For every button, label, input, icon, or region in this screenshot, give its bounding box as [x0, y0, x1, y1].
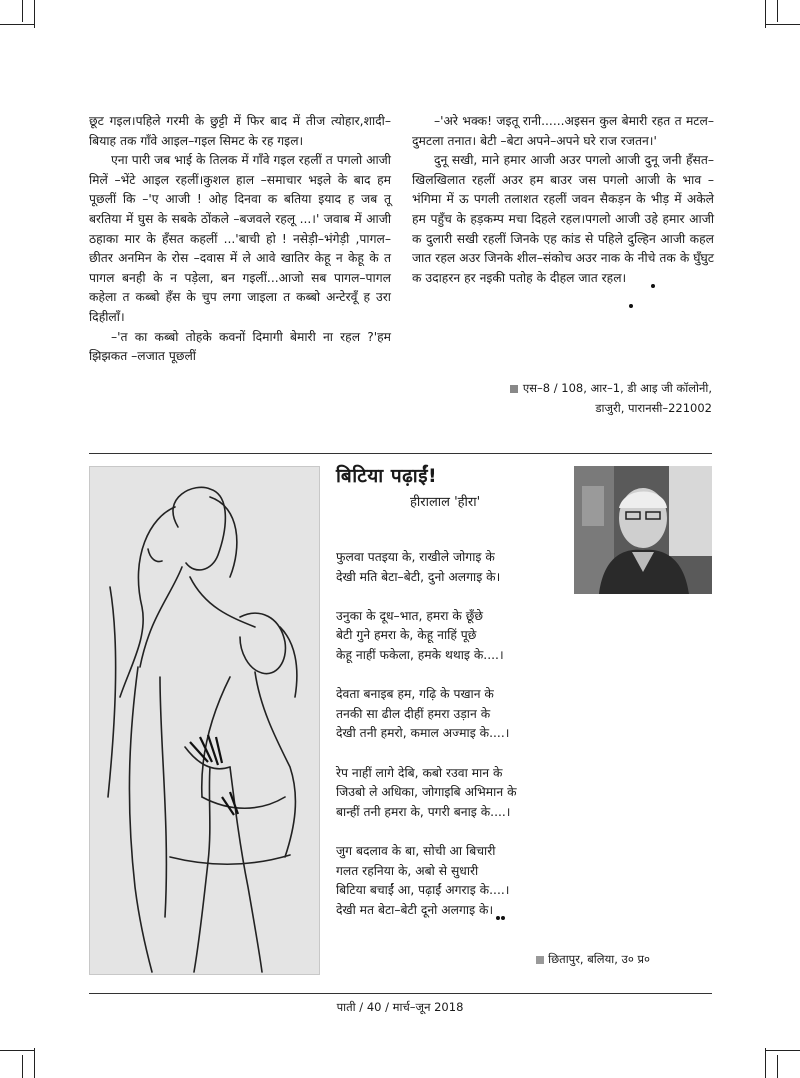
poem-line: रेप नाहीं लागे देबि, कबो रउवा मान के [336, 765, 503, 780]
bullet-square-icon [510, 385, 518, 393]
article-paragraph [412, 151, 714, 288]
poem-line: फुलवा पतइया के, राखीले जोगाइ के [336, 550, 495, 564]
poem-stanza [336, 764, 568, 823]
poem-line: केहू नाहीं फकेला, हमके थथाइ के....। [336, 647, 504, 662]
poem-body [336, 548, 568, 940]
author-address [510, 378, 712, 418]
page-footer: पाती / 40 / मार्च–जून 2018 [336, 1000, 464, 1014]
poem-line: तनकी सा ढील दीहीं हमरा उड़ान के [336, 706, 491, 721]
article-right-column [412, 112, 714, 288]
mother-daughter-sketch [89, 466, 320, 975]
end-mark-icon [496, 907, 506, 913]
poem-line: देवता बनाइब हम, गढ़ि के पखान के [336, 687, 494, 702]
poet-place [536, 952, 650, 967]
article-paragraph: एना पारी जब भाई के तिलक में गाँवे गइल रहलीं त पगलो आजी मिलें –भेंटे आइल रहलीं।कुशल हाल –समाचार भइले के बाद हम पूछलीं कि –'ए आजी ! ओह दिनवा क बतिया इयाद ह जब तू बरतिया में घुस के सबके ठोंकले –बजवले रहलू ...।' जवाब में आजी ठहाका मार के हँसत कहलीं ...'बाची हो ! नसेड़ी–भंगेड़ी ,पागल–छीतर अनमिन के रोस –दवास में ले आवे खातिर केहू न केहू के त पागल बनही के न पड़ेला, बन गइलीं...आजो सब पागल–पागल कहेला त कब्बो हँस के चुप लगा जाइला त कब्बो अन्टेरवूँ ह उरा दिहीलाँ। [89, 153, 392, 324]
poem-stanza [336, 607, 568, 666]
poem-line: जुग बदलाव के बा, सोची आ बिचारी [336, 843, 496, 858]
poem-line: बिटिया बचाईं आ, पढ़ाईं अगराइ के....। [336, 883, 510, 898]
article-paragraph: छूट गइल।पहिले गरमी के छुट्टी में फिर बाद में तीज त्योहार,शादी–बियाह तक गाँवे आइल–गइल सिमट के रह गइल। [89, 114, 391, 148]
article-paragraph: –'त का कब्बो तोहके कवनों दिमागी बेमारी ना रहल ?'हम झिझकत –लजात पूछलीं [89, 329, 391, 364]
article-left-column [89, 112, 391, 367]
article-paragraph: –'अरे भक्क! जइतू रानी......अइसन कुल बेमारी रहत त मटल–दुमटला तनात। बेटी –बेटा अपने–अपने घरे राज रजतन।' [412, 114, 714, 148]
poem-stanza [336, 685, 568, 744]
article-paragraph-text: दुनू सखी, माने हमार आजी अउर पगलो आजी दुनू जनी हँसत–खिलखिलात रहलीं अउर हम बाउर जस पगलो आजी के भाव –भंगिमा में ऊ पगली तलाशत रहलीं जवन सैकड़न के भीड़ में अकेले हम पहुँच के हड़कम्प मचा दिहले रहल।पगलो आजी उहे हमार आजी क दुलारी सखी रहलीं जिनके एह कांड से पहिले दुल्हिन आजी कहल जात रहल अउर जिनके शील–संकोच अउर नाक के नीचे तक के घुँघुट क उदाहरन हर नइकी पतोह के दीहल जात रहल। [412, 153, 714, 285]
footer-divider [89, 993, 712, 994]
poem-stanza [336, 842, 568, 920]
section-divider [89, 453, 712, 454]
poem-line: जिउबो ले अधिका, जोगाइबि अभिमान के [336, 785, 517, 800]
address-line: डाजुरी, पारानसी–221002 [595, 401, 712, 415]
poem-line [336, 901, 568, 921]
poem-line: देखी तनी हमरो, कमाल अज्माइ के....। [336, 726, 510, 741]
poem-line-text: देखी मत बेटा–बेटी दूनो अलगाइ के। [336, 902, 494, 917]
bullet-square-icon [536, 956, 544, 964]
poem-line: देखी मति बेटा–बेटी, दुनो अलगाइ के। [336, 569, 501, 584]
poem-line: उनुका के दूध–भात, हमरा के छूँछे [336, 608, 483, 623]
end-mark-icon [629, 275, 639, 281]
poem-line: बेटी गुने हमरा के, केहू नाहिं पूछे [336, 628, 477, 643]
poet-place-text: छितापुर, बलिया, उ० प्र० [548, 952, 650, 966]
poem-stanza [336, 548, 568, 587]
address-line: एस–8 / 108, आर–1, डी आइ जी कॉलोनी, [522, 381, 712, 395]
poem-line: बान्हीं तनी हमरा के, पगरी बनाइ के....। [336, 804, 511, 819]
poem-line: गलत रहनिया के, अबो से सुधारी [336, 863, 479, 878]
author-photo [574, 466, 712, 594]
poem-author: हीरालाल 'हीरा' [410, 495, 481, 510]
poem-title: बिटिया पढ़ाईं! [336, 465, 438, 487]
